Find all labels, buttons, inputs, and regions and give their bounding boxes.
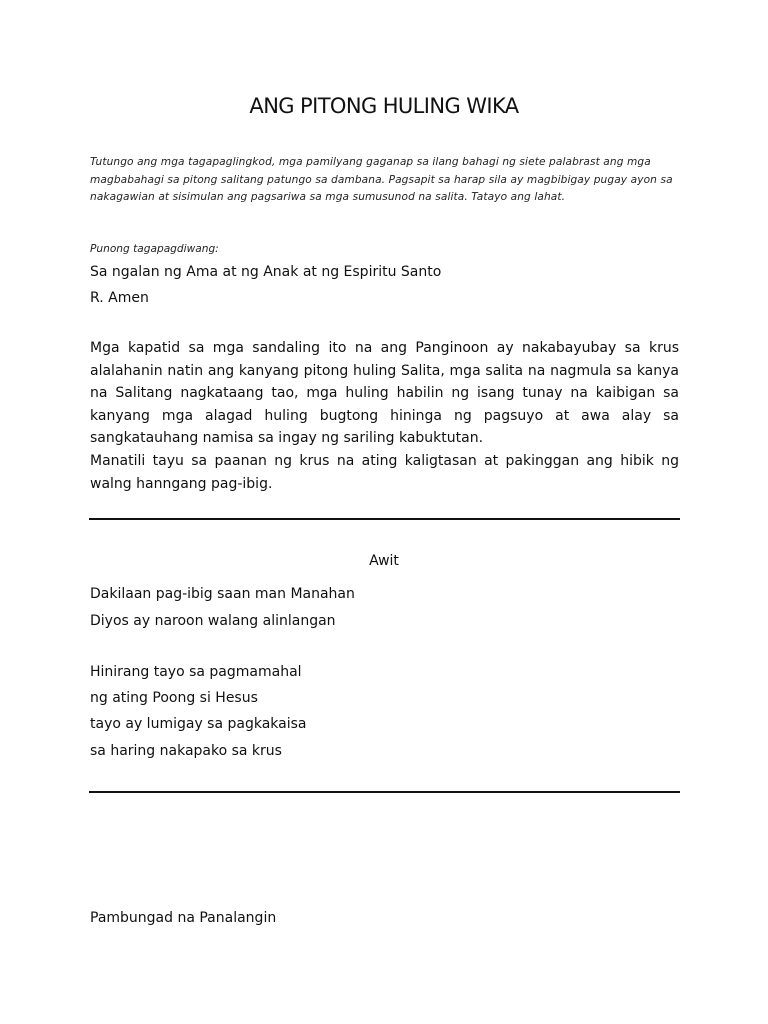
section-divider-top	[89, 518, 680, 520]
song-line: sa haring nakapako sa krus	[90, 743, 282, 759]
prayer-heading: Pambungad na Panalangin	[90, 910, 277, 926]
song-line: Dakilaan pag-ibig saan man Manahan	[90, 586, 355, 602]
address-paragraph-2: Manatili tayu sa paanan ng krus na ating kaligtasan at pakinggan ang hibik ng walng hanngang pag-ibig.	[90, 452, 679, 492]
document-title: ANG PITONG HULING WIKA	[249, 94, 519, 118]
song-line: ng ating Poong si Hesus	[90, 690, 258, 706]
speaker-label: Punong tagapagdiwang:	[90, 243, 219, 255]
song-heading: Awit	[369, 553, 399, 569]
invocation-line: Sa ngalan ng Ama at ng Anak at ng Espiritu Santo	[90, 264, 442, 280]
song-line: Diyos ay naroon walang alinlangan	[90, 613, 336, 629]
song-line: Hinirang tayo sa pagmamahal	[90, 664, 302, 680]
opening-address	[90, 337, 679, 495]
address-paragraph-1: Mga kapatid sa mga sandaling ito na ang Panginoon ay nakabayubay sa krus alalahanin natin ang kanyang pitong huling Salita, mga salita na nagmula sa kanya na Salitang nagkataang tao, mga huling habilin ng isang tunay na kaibigan sa kanyang mga alagad huling bugtong hininga ng pagsuyo at awa alay sa sangkatauhang namisa sa ingay ng sariling kabuktutan.	[90, 340, 679, 447]
song-line: tayo ay lumigay sa pagkakaisa	[90, 716, 307, 732]
intro-rubric: Tutungo ang mga tagapaglingkod, mga pamilyang gaganap sa ilang bahagi ng siete palabrast ang mga magbabahagi sa pitong salitang patungo sa dambana. Pagsapit sa harap sila ay magbibigay pugay ayon sa nakagawian at sisimulan ang pagsariwa sa mga sumusunod na salita. Tatayo ang lahat.	[90, 156, 673, 203]
section-divider-bottom	[89, 791, 680, 793]
response-line: R. Amen	[90, 290, 149, 306]
